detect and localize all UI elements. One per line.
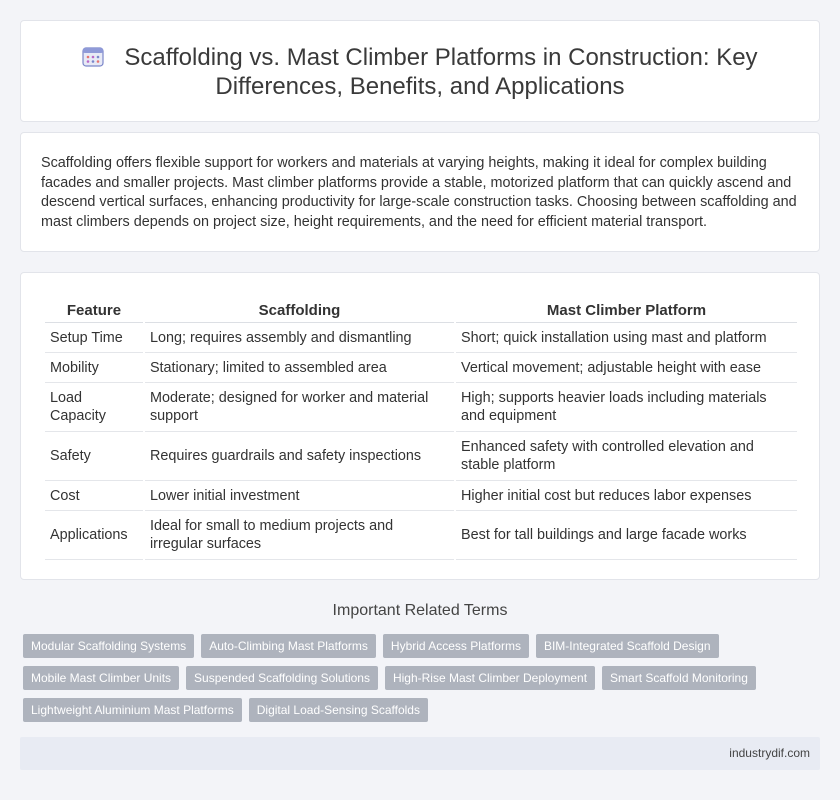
row-feature: Mobility	[45, 353, 143, 383]
row-scaffolding: Ideal for small to medium projects and irregular surfaces	[145, 511, 454, 560]
related-term-tag[interactable]: High-Rise Mast Climber Deployment	[385, 666, 595, 690]
intro-paragraph: Scaffolding offers flexible support for workers and materials at varying heights, making it ideal for complex building facades and smaller projects. Mast climber platforms provide a stable, motorized platform that can quickly ascend and descend vertical surfaces, enhancing productivity for large-scale construction tasks. Choosing between scaffolding and mast climbers depends on project size, height requirements, and the need for efficient material transport.	[41, 155, 797, 230]
table-row	[45, 511, 797, 560]
related-term-tag[interactable]: Smart Scaffold Monitoring	[602, 666, 756, 690]
row-feature: Cost	[45, 481, 143, 511]
row-mast-climber: High; supports heavier loads including materials and equipment	[456, 383, 797, 432]
table-row	[45, 432, 797, 481]
row-scaffolding: Lower initial investment	[145, 481, 454, 511]
related-term-tag[interactable]: Suspended Scaffolding Solutions	[186, 666, 378, 690]
comparison-card	[20, 272, 820, 580]
table-row	[45, 353, 797, 383]
header-feature: Feature	[45, 295, 143, 323]
related-terms-tags	[23, 634, 823, 730]
row-scaffolding: Stationary; limited to assembled area	[145, 353, 454, 383]
related-term-tag[interactable]: BIM-Integrated Scaffold Design	[536, 634, 719, 658]
page-title: Scaffolding vs. Mast Climber Platforms in Construction: Key Differences, Benefits, and Applications	[124, 44, 758, 100]
related-term-tag[interactable]: Digital Load-Sensing Scaffolds	[249, 698, 428, 722]
row-mast-climber: Best for tall buildings and large facade works	[456, 511, 797, 560]
footer-bar	[20, 737, 820, 770]
table-row	[45, 481, 797, 511]
comparison-table	[43, 295, 799, 560]
related-term-tag[interactable]: Lightweight Aluminium Mast Platforms	[23, 698, 242, 722]
related-term-tag[interactable]: Auto-Climbing Mast Platforms	[201, 634, 376, 658]
row-scaffolding: Moderate; designed for worker and material support	[145, 383, 454, 432]
related-term-tag[interactable]: Modular Scaffolding Systems	[23, 634, 194, 658]
header-scaffolding: Scaffolding	[145, 295, 454, 323]
row-feature: Load Capacity	[45, 383, 143, 432]
row-scaffolding: Requires guardrails and safety inspections	[145, 432, 454, 481]
row-mast-climber: Vertical movement; adjustable height with ease	[456, 353, 797, 383]
row-mast-climber: Enhanced safety with controlled elevation and stable platform	[456, 432, 797, 481]
header-mast-climber: Mast Climber Platform	[456, 295, 797, 323]
calendar-icon	[82, 45, 104, 67]
row-feature: Safety	[45, 432, 143, 481]
row-feature: Setup Time	[45, 323, 143, 353]
row-feature: Applications	[45, 511, 143, 560]
table-row	[45, 383, 797, 432]
related-term-tag[interactable]: Hybrid Access Platforms	[383, 634, 529, 658]
row-mast-climber: Short; quick installation using mast and platform	[456, 323, 797, 353]
row-mast-climber: Higher initial cost but reduces labor expenses	[456, 481, 797, 511]
table-row	[45, 323, 797, 353]
related-term-tag[interactable]: Mobile Mast Climber Units	[23, 666, 179, 690]
title-card	[20, 20, 820, 122]
page-title-wrap	[21, 43, 819, 101]
footer-site-link[interactable]: industrydif.com	[729, 746, 810, 760]
related-terms-title: Important Related Terms	[332, 602, 508, 619]
row-scaffolding: Long; requires assembly and dismantling	[145, 323, 454, 353]
intro-card	[20, 132, 820, 252]
